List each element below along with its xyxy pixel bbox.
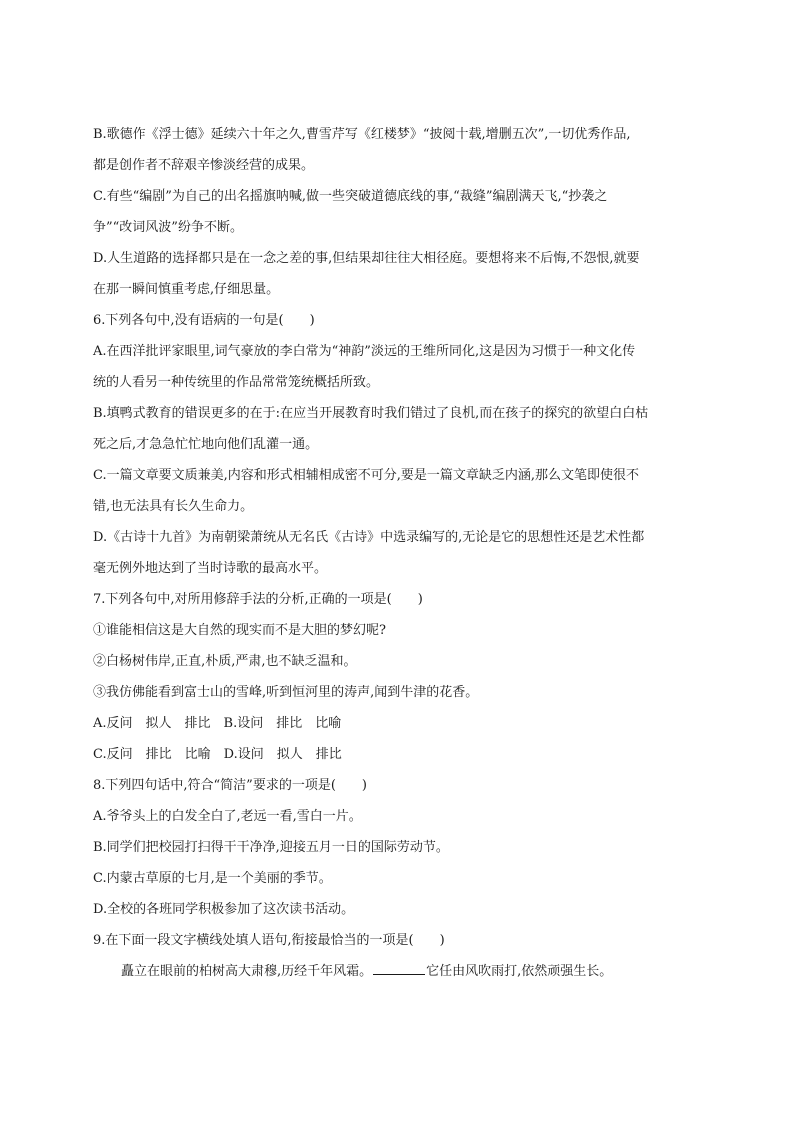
answer-options-line: A.反问 拟人 排比 B.设问 排比 比喻 [93,716,342,731]
text-line: B.填鸭式教育的错误更多的在于:在应当开展教育时我们错过了良机,而在孩子的探究的欲望白白枯 [93,406,649,421]
text-line: C.一篇文章要文质兼美,内容和形式相辅相成密不可分,要是一篇文章缺乏内涵,那么文笔即使很不 [93,468,640,483]
question-8-stem: 8.下列四句话中,符合“简洁”要求的一项是( ) [93,778,367,793]
text-line: 错,也无法具有长久生命力。 [93,499,254,514]
text-line: D.人生道路的选择都只是在一念之差的事,但结果却往往大相径庭。要想将来不后悔,不怨恨,就要 [93,251,640,266]
text-line: 都是创作者不辞艰辛惨淡经营的成果。 [93,158,315,173]
text-line: A.爷爷头上的白发全白了,老远一看,雪白一片。 [93,809,362,824]
answer-options-line: C.反问 排比 比喻 D.设问 拟人 排比 [93,747,342,762]
answer-blank [373,958,425,975]
text-line: ①谁能相信这是大自然的现实而不是大胆的梦幻呢? [93,623,386,638]
question-6-stem: 6.下列各句中,没有语病的一句是( ) [93,313,315,328]
paragraph-text-before: 矗立在眼前的柏树高大肃穆,历经千年风霜。 [121,964,373,979]
text-line: 统的人看另一种传统里的作品常常笼统概括所致。 [93,375,380,390]
paragraph-text-after: 它任由风吹雨打,依然顽强生长。 [426,964,613,979]
text-line: 争”“改词风波”纷争不断。 [93,220,243,235]
document-body [93,119,713,987]
fill-in-paragraph [93,956,713,987]
text-line: C.内蒙古草原的七月,是一个美丽的季节。 [93,871,332,886]
text-line: 毫无例外地达到了当时诗歌的最高水平。 [93,561,328,576]
question-7-stem: 7.下列各句中,对所用修辞手法的分析,正确的一项是( ) [93,592,423,607]
text-line: D.全校的各班同学积极参加了这次读书活动。 [93,902,355,917]
text-line: B.歌德作《浮士德》延续六十年之久,曹雪芹写《红楼梦》“披阅十载,增删五次”,一切优秀作品, [93,127,631,142]
text-line: A.在西洋批评家眼里,词气豪放的李白常为“神韵”淡远的王维所同化,这是因为习惯于一种文化传 [93,344,636,359]
text-line: ③我仿佛能看到富士山的雪峰,听到恒河里的涛声,闻到牛津的花香。 [93,685,479,700]
text-line: 死之后,才急急忙忙地向他们乱灌一通。 [93,437,319,452]
text-line: ②白杨树伟岸,正直,朴质,严肃,也不缺乏温和。 [93,654,357,669]
text-line: D.《古诗十九首》为南朝梁萧统从无名氏《古诗》中选录编写的,无论是它的思想性还是艺术性都 [93,530,645,545]
text-line: 在那一瞬间慎重考虑,仔细思量。 [93,282,280,297]
text-line: B.同学们把校园打扫得干干净净,迎接五月一日的国际劳动节。 [93,840,449,855]
question-9-stem: 9.在下面一段文字横线处填人语句,衔接最恰当的一项是( ) [93,933,445,948]
text-line: C.有些“编剧”为自己的出名摇旗呐喊,做一些突破道德底线的事,“裁缝”编剧满天飞,“抄袭之 [93,189,608,204]
